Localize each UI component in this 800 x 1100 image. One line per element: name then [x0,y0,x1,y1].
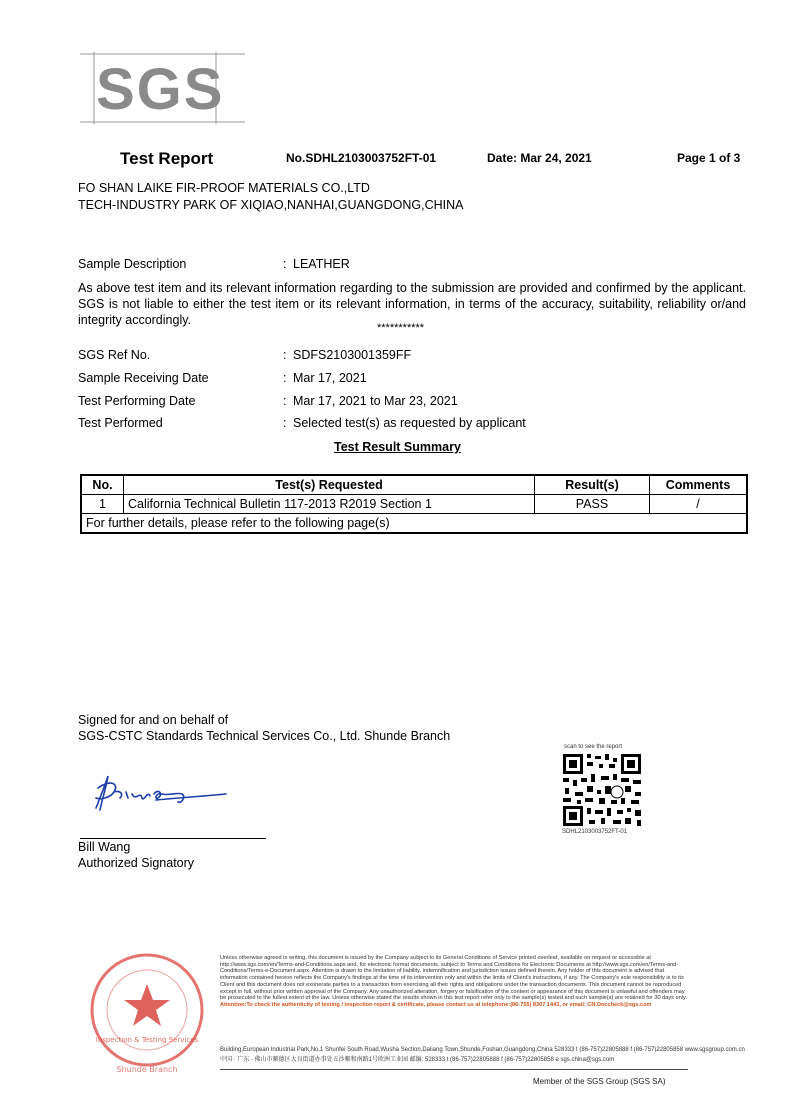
cell-test: California Technical Bulletin 117-2013 R2019 Section 1 [124,495,535,514]
qr-code-icon[interactable] [561,752,643,828]
test-performed-colon: : [283,416,287,430]
sample-description-colon: : [283,257,287,271]
footer-legal-text [220,955,690,1009]
summary-title: Test Result Summary [334,440,461,454]
performing-date-colon: : [283,394,287,408]
footer-divider [220,1069,688,1070]
test-performed-label: Test Performed [78,416,163,430]
applicant-block [78,180,463,214]
footer-attention: Attention:To check the authenticity of testing / inspection report & certificate, please contact us at telephone:(86-755) 8307 1443, or email: CN.Doccheck@sgs.com [220,1001,652,1008]
applicant-address: TECH-INDUSTRY PARK OF XIQIAO,NANHAI,GUANGDONG,CHINA [78,198,464,212]
footer-address-en: Building,European Industrial Park,No.1 Shunfei South Road,Wusha Section,Daliang Town,Shunde,Foshan,Guangdong,China 528333 t (86-757)22805888 f (86-757)22805858 www.sgsgroup.com.cn [220,1047,745,1053]
table-row [81,495,747,514]
qr-caption: scan to see the report [564,744,623,750]
applicant-name: FO SHAN LAIKE FIR-PROOF MATERIALS CO.,LTD [78,181,370,195]
signatory-block [78,839,194,871]
handwritten-signature [86,768,236,818]
svg-text:Inspection & Testing Services: Inspection & Testing Services [95,1036,199,1044]
signed-line-2: SGS-CSTC Standards Technical Services Co., Ltd. Shunde Branch [78,729,451,743]
report-date: Date: Mar 24, 2021 [487,151,592,165]
receiving-date-colon: : [283,371,287,385]
results-table [80,474,748,534]
signatory-name: Bill Wang [78,840,131,854]
table-note-row [81,514,747,534]
sgs-ref-label: SGS Ref No. [78,348,151,362]
footer-address-cn: 中国 · 广东 · 佛山市顺德区大良街道办事处五沙顺和南路1号欧洲工业园 邮编: 528333 t (86-757)22805888 f (86-757)22805858 e sgs.china@sgs.com [220,1057,615,1063]
col-header-result: Result(s) [535,475,650,495]
performing-date-label: Test Performing Date [78,394,196,408]
footer-terms: Unless otherwise agreed in writing, this document is issued by the Company subject to its General Conditions of Service printed overleaf, available on request or accessible at http://www.sgs.com/en/Terms-and-Conditions.aspx and, for electronic format documents, subject to Terms and Conditions for Electronic Documents at http://www.sgs.com/en/Terms-and-Conditions/Terms-e-Document.aspx. Attention is drawn to the limitation of liability, indemnification and jurisdiction issues defined therein. Any holder of this document is advised that information contained hereon reflects the Company's findings at the time of its intervention only and within the limits of Client's instructions, if any. The Company's sole responsibility is to its Client and this document does not exonerate parties to a transaction from exercising all their rights and obligations under the transaction documents. This document cannot be reproduced except in full, without prior written approval of the Company. Any unauthorized alteration, forgery or falsification of the content or appearance of this document is unlawful and offenders may be prosecuted to the fullest extent of the law. Unless otherwise stated the results shown in this test report refer only to the sample(s) tested and such sample(s) are retained for 30 days only. [220,955,687,1002]
sgs-ref-colon: : [283,348,287,362]
signed-line-1: Signed for and on behalf of [78,713,229,727]
member-text: Member of the SGS Group (SGS SA) [533,1077,666,1086]
signed-on-behalf [78,712,450,744]
sgs-ref-value: SDFS2103001359FF [293,348,412,362]
logo-text: SGS [96,57,225,122]
performing-date-value: Mar 17, 2021 to Mar 23, 2021 [293,394,458,408]
test-performed-value: Selected test(s) as requested by applicant [293,416,526,430]
page-indicator: Page 1 of 3 [677,151,741,165]
receiving-date-label: Sample Receiving Date [78,371,209,385]
table-note: For further details, please refer to the following page(s) [81,514,747,534]
cell-result: PASS [535,495,650,514]
stamp-branch-text: Shunde Branch [116,1065,178,1074]
cell-comments: / [650,495,748,514]
disclaimer-text: As above test item and its relevant information regarding to the submission are provided and confirmed by the applicant. SGS is not liable to either the test item or its relevant information, in terms of the accuracy, suitability, reliability or/and integrity accordingly. [78,281,746,327]
company-seal-stamp [82,948,212,1078]
table-header-row [81,475,747,495]
separator-stars: *********** [377,322,425,334]
qr-id-text: SDHL2103003752FT-01 [562,829,628,835]
sample-description-value: LEATHER [293,257,350,271]
report-title: Test Report [120,149,214,168]
cell-no: 1 [81,495,124,514]
signatory-role: Authorized Signatory [78,856,195,870]
col-header-test: Test(s) Requested [124,475,535,495]
receiving-date-value: Mar 17, 2021 [293,371,367,385]
report-number: No.SDHL2103003752FT-01 [286,151,437,165]
footer-address [220,1045,745,1065]
sample-description-label: Sample Description [78,257,187,271]
col-header-comments: Comments [650,475,748,495]
col-header-no: No. [81,475,124,495]
